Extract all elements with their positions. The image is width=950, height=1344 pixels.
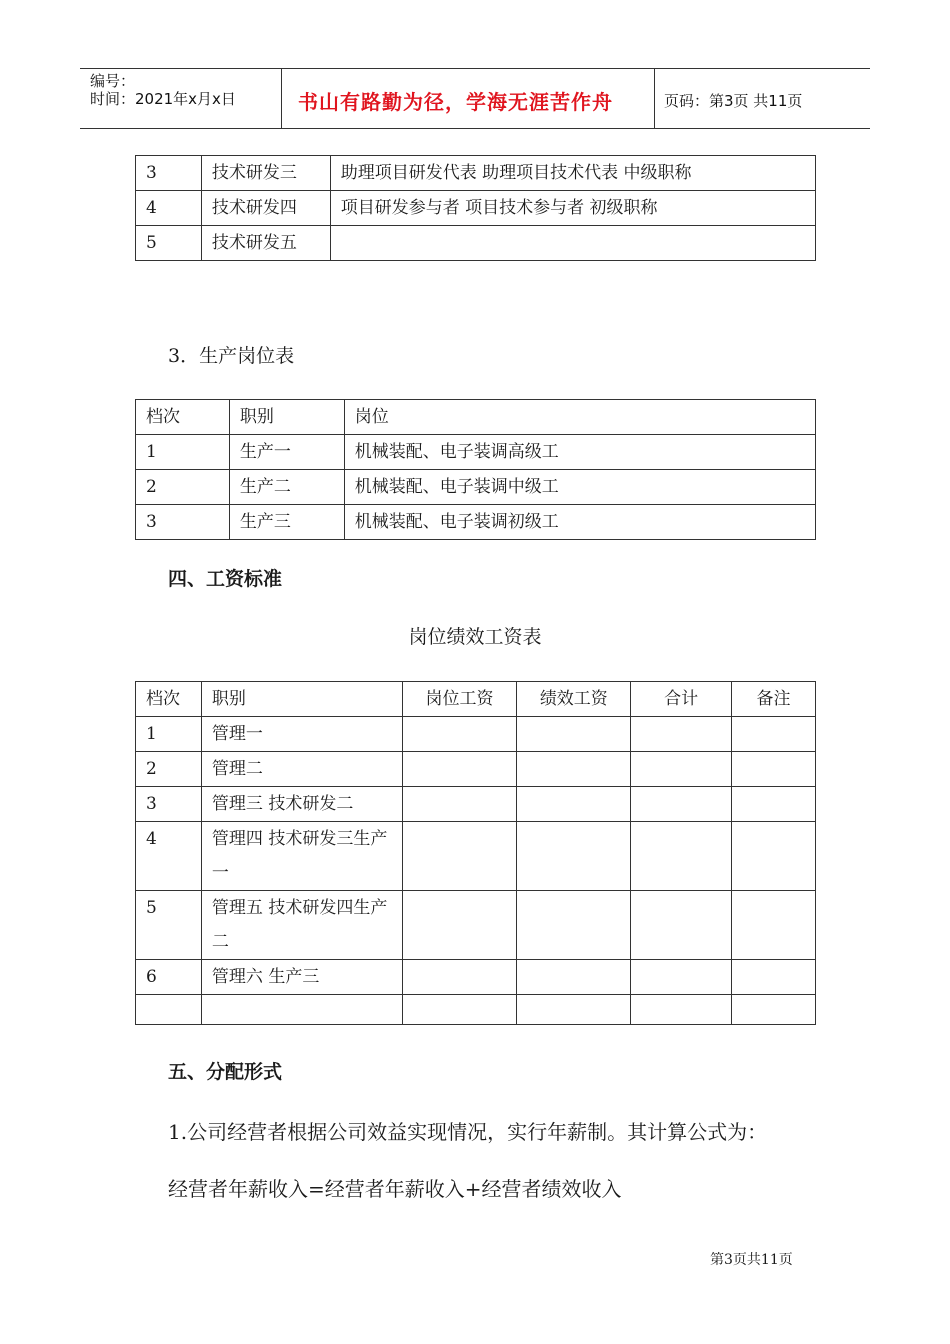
table-cell: [732, 787, 816, 822]
table-row: [136, 995, 816, 1025]
table-cell: 2: [136, 752, 202, 787]
paragraph-1: 1.公司经营者根据公司效益实现情况，实行年薪制。其计算公式为：: [168, 1120, 768, 1144]
table-row: [136, 505, 816, 540]
table-header-cell: 职别: [229, 400, 344, 435]
table-cell: 3: [136, 156, 202, 191]
table-cell: 3: [136, 787, 202, 822]
table-cell: [732, 752, 816, 787]
table-row: [136, 717, 816, 752]
header-bottom-rule: [80, 128, 870, 129]
table-cell: [517, 717, 631, 752]
table-cell: 机械装配、电子装调初级工: [344, 505, 815, 540]
table-cell: [631, 822, 732, 891]
table-cell: [517, 822, 631, 891]
header-number-label: 编号：: [90, 72, 136, 90]
table-cell: [517, 787, 631, 822]
table-cell: 技术研发三: [201, 156, 330, 191]
table-cell: [402, 995, 517, 1025]
table-cell: 6: [136, 960, 202, 995]
table-cell: [732, 960, 816, 995]
table-cell: [732, 822, 816, 891]
table-cell: [201, 995, 402, 1025]
header-divider-1: [281, 68, 282, 129]
table-cell: 项目研发参与者 项目技术参与者 初级职称: [330, 191, 815, 226]
table-row: [136, 470, 816, 505]
table-cell: [732, 891, 816, 960]
table-cell: [517, 960, 631, 995]
table-cell: 4: [136, 191, 202, 226]
table-cell: [631, 995, 732, 1025]
table-header-cell: 档次: [136, 682, 202, 717]
table-cell: 技术研发五: [201, 226, 330, 261]
table-cell: 1: [136, 435, 230, 470]
table-cell: [136, 995, 202, 1025]
table-cell: 管理二: [201, 752, 402, 787]
header-divider-2: [654, 68, 655, 129]
table-cell: 3: [136, 505, 230, 540]
table-cell: 机械装配、电子装调中级工: [344, 470, 815, 505]
table-cell: 5: [136, 226, 202, 261]
paragraph-2: 经营者年薪收入=经营者年薪收入+经营者绩效收入: [168, 1177, 622, 1201]
table-header-row: [136, 400, 816, 435]
section-production-title: 3．生产岗位表: [168, 345, 295, 367]
table-cell: [402, 891, 517, 960]
table-header-cell: 合计: [631, 682, 732, 717]
header-top-rule: [80, 68, 870, 69]
table-row: [136, 752, 816, 787]
table-row: [136, 787, 816, 822]
table-cell: [732, 717, 816, 752]
table-cell: 4: [136, 822, 202, 891]
table-cell: [402, 787, 517, 822]
table-cell: [402, 752, 517, 787]
table-cell: 机械装配、电子装调高级工: [344, 435, 815, 470]
table-header-row: [136, 682, 816, 717]
table-cell: [402, 822, 517, 891]
section-five-heading: 五、分配形式: [168, 1061, 283, 1083]
table-cell: [631, 717, 732, 752]
production-table: [135, 399, 816, 540]
table-header-cell: 档次: [136, 400, 230, 435]
table-cell: 助理项目研发代表 助理项目技术代表 中级职称: [330, 156, 815, 191]
table-cell: [517, 995, 631, 1025]
table-cell: [631, 787, 732, 822]
page-footer: 第3页共11页: [710, 1252, 793, 1268]
table-row: [136, 891, 816, 960]
table-cell: [330, 226, 815, 261]
table-cell: 管理三 技术研发二: [201, 787, 402, 822]
table-cell: 管理六 生产三: [201, 960, 402, 995]
rd-table: [135, 155, 816, 261]
table-cell: [732, 995, 816, 1025]
header-page-label: 页码：第3页 共11页: [664, 92, 803, 110]
salary-table: [135, 681, 816, 1025]
table-row: [136, 822, 816, 891]
table-cell: 生产三: [229, 505, 344, 540]
table-cell: [631, 960, 732, 995]
table-row: [136, 226, 816, 261]
header-motto: 书山有路勤为径，学海无涯苦作舟: [298, 90, 613, 114]
table-header-cell: 备注: [732, 682, 816, 717]
table-cell: 生产二: [229, 470, 344, 505]
table-row: [136, 960, 816, 995]
table-row: [136, 156, 816, 191]
table-cell: [402, 717, 517, 752]
table-header-cell: 绩效工资: [517, 682, 631, 717]
section-four-heading: 四、工资标准: [168, 568, 283, 590]
table-cell: [631, 752, 732, 787]
table-cell: 2: [136, 470, 230, 505]
table-cell: 管理五 技术研发四生产二: [201, 891, 402, 960]
table-cell: 管理一: [201, 717, 402, 752]
table-cell: [517, 891, 631, 960]
header-time-label: 时间：2021年x月x日: [90, 90, 236, 108]
table-header-cell: 岗位工资: [402, 682, 517, 717]
table-cell: [402, 960, 517, 995]
table-cell: 5: [136, 891, 202, 960]
salary-table-title: 岗位绩效工资表: [408, 626, 542, 648]
table-row: [136, 435, 816, 470]
table-cell: 管理四 技术研发三生产一: [201, 822, 402, 891]
table-header-cell: 职别: [201, 682, 402, 717]
table-cell: [517, 752, 631, 787]
table-cell: 技术研发四: [201, 191, 330, 226]
table-row: [136, 191, 816, 226]
table-cell: 生产一: [229, 435, 344, 470]
table-cell: 1: [136, 717, 202, 752]
table-cell: [631, 891, 732, 960]
table-header-cell: 岗位: [344, 400, 815, 435]
